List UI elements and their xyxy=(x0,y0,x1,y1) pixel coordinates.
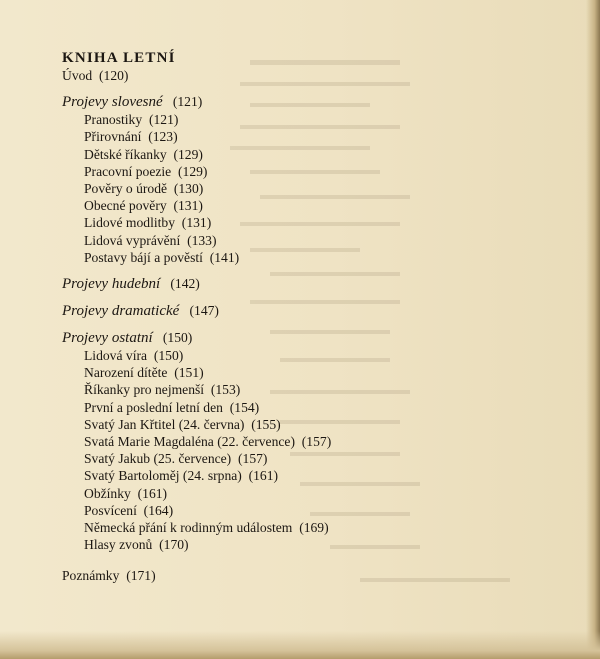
entry-page: (123) xyxy=(148,129,178,145)
entry-title: Narození dítěte xyxy=(84,365,168,381)
page-bottom-shadow xyxy=(0,631,600,659)
entry-page: (153) xyxy=(210,382,241,398)
entry-page: (155) xyxy=(251,416,281,432)
entry-title: Pranostiky xyxy=(84,112,143,128)
toc-entry xyxy=(62,214,502,231)
entry-page: (133) xyxy=(187,232,217,248)
section-page: (147) xyxy=(189,303,219,319)
entry-title: Svatý Bartoloměj (24. srpna) xyxy=(84,468,242,484)
toc-entry xyxy=(62,381,502,398)
entry-page: (171) xyxy=(126,568,156,584)
entry-title: Posvícení xyxy=(84,502,137,518)
toc-entry-intro xyxy=(62,67,502,84)
toc-entry xyxy=(62,146,502,163)
toc-entry xyxy=(62,399,502,416)
entry-page: (129) xyxy=(173,146,203,162)
toc-entry xyxy=(62,416,502,433)
entry-title: Hlasy zvonů xyxy=(84,537,153,553)
entry-page: (121) xyxy=(148,112,179,128)
toc-entry xyxy=(62,519,502,536)
entry-title: První a poslední letní den xyxy=(84,399,223,415)
entry-page: (170) xyxy=(159,537,189,553)
entry-title: Poznámky xyxy=(62,568,120,584)
section-page: (150) xyxy=(162,330,193,346)
entry-title: Lidové modlitby xyxy=(84,215,175,231)
entry-page: (169) xyxy=(299,520,329,536)
section-title: Projevy ostatní xyxy=(62,330,153,347)
toc-entry xyxy=(62,364,502,381)
entry-title: Lidová vyprávění xyxy=(84,232,181,248)
entry-title: Pověry o úrodě xyxy=(84,181,168,197)
toc-entry-notes xyxy=(62,567,502,584)
section-page: (142) xyxy=(170,276,200,292)
entry-title: Lidová víra xyxy=(84,348,148,364)
toc-section-ostatni xyxy=(62,329,502,553)
section-page: (121) xyxy=(172,94,203,110)
entry-page: (131) xyxy=(173,198,203,214)
toc-entry xyxy=(62,467,502,484)
toc-entry xyxy=(62,450,502,467)
entry-page: (157) xyxy=(238,451,268,467)
entry-page: (120) xyxy=(99,68,129,83)
entry-title: Říkanky pro nejmenší xyxy=(84,382,205,398)
section-title: Projevy slovesné xyxy=(62,94,163,111)
section-title: Projevy dramatické xyxy=(62,303,180,320)
toc-entry xyxy=(62,180,502,197)
entry-page: (130) xyxy=(173,181,204,197)
entry-title: Přirovnání xyxy=(84,129,142,145)
entry-title: Obecné pověry xyxy=(84,198,167,214)
toc-entry xyxy=(62,232,502,249)
toc-section-hudebni xyxy=(62,275,502,293)
toc-entry xyxy=(62,502,502,519)
section-heading xyxy=(62,302,502,320)
toc-entry xyxy=(62,485,502,502)
entry-title: Postavy bájí a pověstí xyxy=(84,249,203,265)
entry-title: Úvod xyxy=(62,68,93,83)
entry-page: (157) xyxy=(301,434,332,450)
entry-page: (164) xyxy=(143,502,174,518)
entry-page: (150) xyxy=(153,348,184,364)
toc-entry xyxy=(62,249,502,266)
entry-title: Dětské říkanky xyxy=(84,146,167,162)
entry-title: Obžínky xyxy=(84,485,131,501)
toc-entry xyxy=(62,128,502,145)
entry-page: (151) xyxy=(174,365,204,381)
entry-page: (141) xyxy=(209,249,240,265)
toc-entry xyxy=(62,163,502,180)
section-title: Projevy hudební xyxy=(62,276,161,293)
toc-section-slovesne xyxy=(62,93,502,266)
entry-page: (129) xyxy=(178,163,208,179)
toc-entry xyxy=(62,347,502,364)
entry-page: (161) xyxy=(248,468,279,484)
entry-page: (154) xyxy=(229,399,260,415)
entry-title: Pracovní poezie xyxy=(84,163,172,179)
entry-page: (131) xyxy=(181,215,212,231)
section-heading xyxy=(62,93,502,111)
entry-title: Svatý Jakub (25. července) xyxy=(84,451,232,467)
entry-title: Svatá Marie Magdaléna (22. července) xyxy=(84,434,295,450)
section-heading xyxy=(62,329,502,347)
toc-heading: KNIHA LETNÍ xyxy=(62,50,176,66)
entry-title: Německá přání k rodinným událostem xyxy=(84,520,293,536)
toc-entry xyxy=(62,111,502,128)
entry-title: Svatý Jan Křtitel (24. června) xyxy=(84,416,245,432)
toc-entry xyxy=(62,197,502,214)
section-heading xyxy=(62,275,502,293)
table-of-contents xyxy=(62,49,502,585)
toc-entry xyxy=(62,433,502,450)
entry-page: (161) xyxy=(137,485,168,501)
toc-entry xyxy=(62,536,502,553)
page-edge-shadow xyxy=(586,0,600,659)
toc-section-dramaticke xyxy=(62,302,502,320)
